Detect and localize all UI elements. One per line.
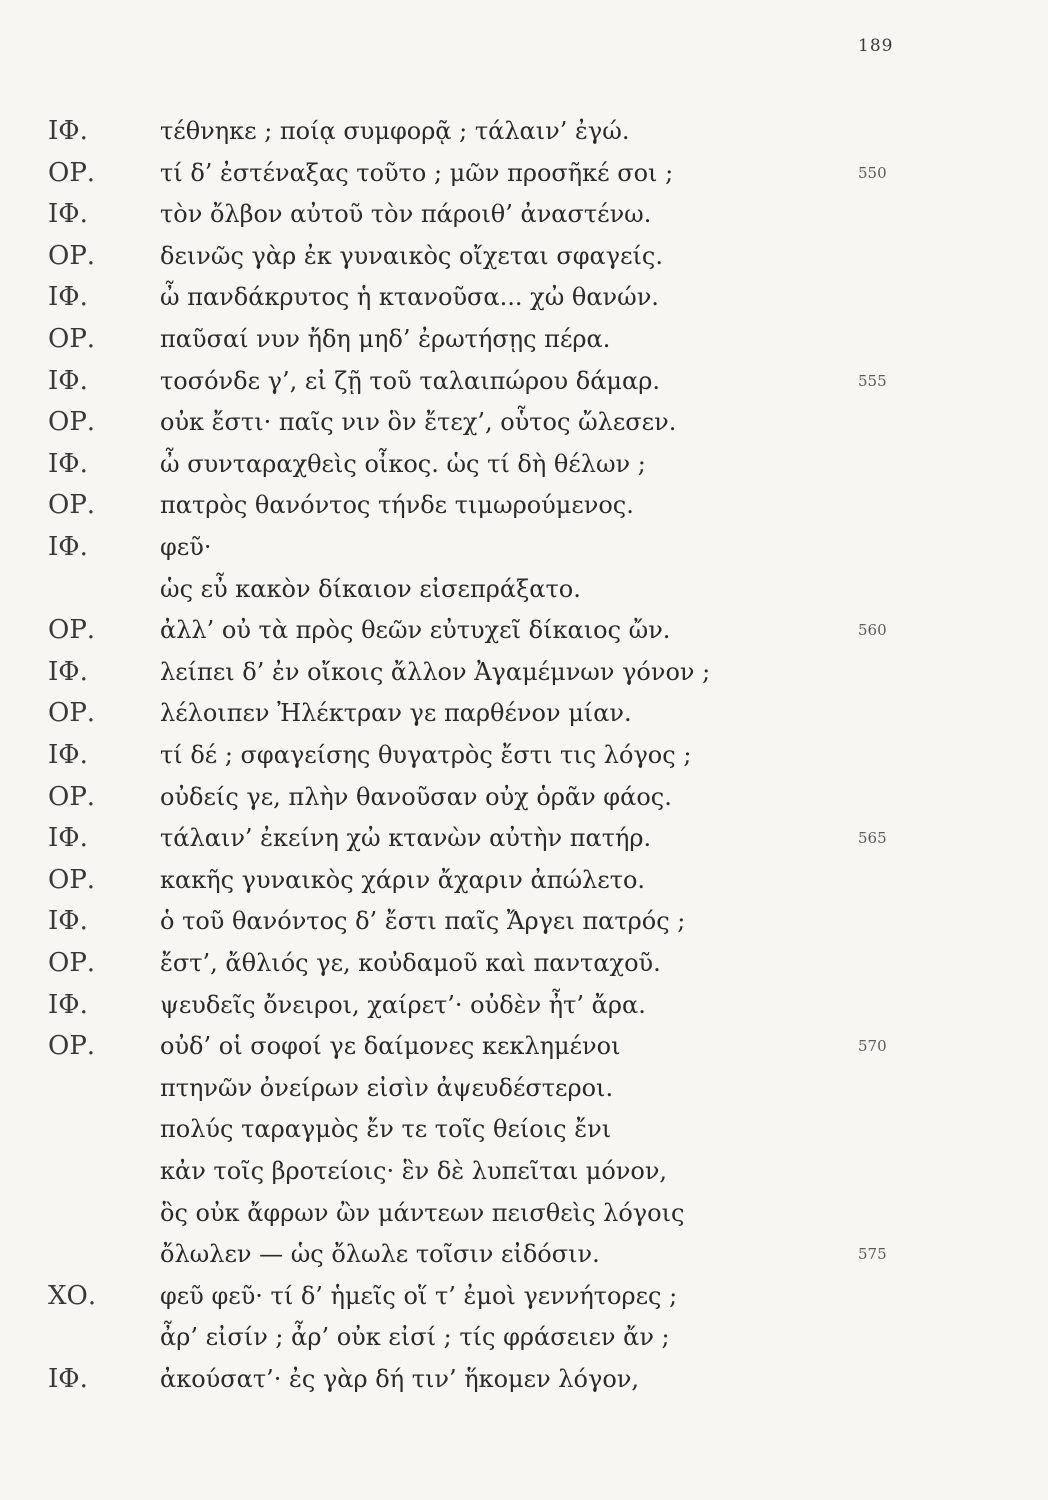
verse-line — [0, 570, 1048, 608]
speaker-label: ΟΡ. — [48, 615, 96, 646]
verse-text-line: ἀλλ’ οὐ τὰ πρὸς θεῶν εὐτυχεῖ δίκαιος ὤν. — [160, 616, 671, 645]
verse-text-line: τὸν ὄλβον αὐτοῦ τὸν πάροιθ’ ἀναστένω. — [160, 200, 652, 229]
verse-text-line: παῦσαί νυν ἤδη μηδ’ ἐρωτήσῃς πέρα. — [160, 325, 611, 353]
speaker-label: ΟΡ. — [48, 698, 96, 729]
line-number: 565 — [858, 829, 887, 848]
line-number: 550 — [858, 163, 887, 182]
speaker-label: ΟΡ. — [48, 1031, 96, 1062]
verse-line — [0, 1194, 1048, 1232]
verse-text-line: ἔστ’, ἄθλιός γε, κοὐδαμοῦ καὶ πανταχοῦ. — [160, 949, 661, 977]
speaker-label: ΙΦ. — [48, 823, 88, 854]
verse-text-line: πολύς ταραγμὸς ἔν τε τοῖς θείοις ἔνι — [160, 1115, 612, 1144]
verse-line — [0, 902, 1048, 940]
verse-text-line: κακῆς γυναικὸς χάριν ἄχαριν ἀπώλετο. — [160, 865, 646, 894]
verse-line — [0, 819, 1048, 857]
verse-line — [0, 1277, 1048, 1315]
verse-text-line: ὡς εὖ κακὸν δίκαιον εἰσεπράξατο. — [160, 574, 581, 603]
line-number: 570 — [858, 1037, 887, 1056]
verse-line — [0, 944, 1048, 982]
verse-text-line: κἀν τοῖς βροτείοις· ἓν δὲ λυπεῖται μόνον, — [160, 1157, 668, 1185]
verse-text-line: ὦ πανδάκρυτος ἡ κτανοῦσα... χὠ θανών. — [160, 283, 659, 312]
verse-text-line: ὃς οὐκ ἄφρων ὢν μάντεων πεισθεὶς λόγοις — [160, 1198, 685, 1227]
speaker-label: ΧΟ. — [48, 1280, 97, 1311]
verse-line — [0, 237, 1048, 275]
verse-line — [0, 1069, 1048, 1107]
verse-text-line: ὦ συνταραχθεὶς οἶκος. ὡς τί δὴ θέλων ; — [160, 449, 646, 478]
verse-text-line: φεῦ φεῦ· τί δ’ ἡμεῖς οἵ τ’ ἐμοὶ γεννήτορες ; — [160, 1281, 678, 1310]
verse-text-line: τέθνηκε ; ποίᾳ συμφορᾷ ; τάλαιν’ ἐγώ. — [160, 117, 630, 145]
verse-line — [0, 611, 1048, 649]
speaker-label: ΟΡ. — [48, 864, 96, 895]
verse-line — [0, 278, 1048, 316]
speaker-label: ΙΦ. — [48, 116, 88, 146]
verse-line — [0, 736, 1048, 774]
verse-line — [0, 154, 1048, 192]
speaker-label: ΙΦ. — [48, 199, 88, 230]
speaker-label: ΟΡ. — [48, 948, 96, 978]
speaker-label: ΙΦ. — [48, 740, 88, 770]
verse-line — [0, 362, 1048, 400]
line-number: 575 — [858, 1245, 887, 1264]
speaker-label: ΙΦ. — [48, 282, 88, 313]
speaker-label: ΙΦ. — [48, 989, 88, 1020]
line-number: 560 — [858, 621, 887, 640]
verse-text-line: οὐκ ἔστι· παῖς νιν ὃν ἔτεχ’, οὗτος ὤλεσεν. — [160, 408, 677, 437]
verse-line — [0, 320, 1048, 358]
speaker-label: ΙΦ. — [48, 656, 88, 687]
verse-line — [0, 986, 1048, 1024]
verse-line — [0, 1027, 1048, 1065]
verse-text-line: ὁ τοῦ θανόντος δ’ ἔστι παῖς Ἄργει πατρός ; — [160, 907, 686, 936]
speaker-label: ΟΡ. — [48, 407, 96, 438]
verse-line — [0, 1110, 1048, 1148]
verse-line — [0, 1318, 1048, 1356]
page-number: 189 — [858, 36, 894, 56]
verse-line — [0, 195, 1048, 233]
speaker-label: ΟΡ. — [48, 240, 96, 271]
speaker-label: ΟΡ. — [48, 157, 96, 188]
verse-text-line: ὄλωλεν — ὡς ὄλωλε τοῖσιν εἰδόσιν. — [160, 1240, 600, 1269]
verse-text-line: πατρὸς θανόντος τήνδε τιμωρούμενος. — [160, 491, 634, 520]
verse-text-line: ἆρ’ εἰσίν ; ἆρ’ οὐκ εἰσί ; τίς φράσειεν ἄν ; — [160, 1323, 670, 1352]
verse-line — [0, 403, 1048, 441]
verse-line — [0, 486, 1048, 524]
speaker-label: ΙΦ. — [48, 906, 88, 937]
verse-text-line: ἀκούσατ’· ἐς γὰρ δή τιν’ ἥκομεν λόγον, — [160, 1365, 639, 1393]
verse-text-line: πτηνῶν ὀνείρων εἰσὶν ἀψευδέστεροι. — [160, 1073, 614, 1102]
speaker-label: ΟΡ. — [48, 324, 96, 354]
verse-text-line: τάλαιν’ ἐκείνη χὠ κτανὼν αὐτὴν πατήρ. — [160, 824, 652, 853]
speaker-label: ΙΦ. — [48, 365, 88, 396]
verse-line — [0, 653, 1048, 691]
speaker-label: ΟΡ. — [48, 781, 96, 812]
speaker-label: ΟΡ. — [48, 490, 96, 521]
verse-text-line: λείπει δ’ ἐν οἴκοις ἄλλον Ἀγαμέμνων γόνον ; — [160, 657, 711, 686]
verse-text-line: οὐδ’ οἱ σοφοί γε δαίμονες κεκλημένοι — [160, 1032, 621, 1061]
speaker-label: ΙΦ. — [48, 1364, 88, 1394]
verse-line — [0, 694, 1048, 732]
verse-line — [0, 1360, 1048, 1398]
verse-text-line: ψευδεῖς ὄνειροι, χαίρετ’· οὐδὲν ἦτ’ ἄρα. — [160, 990, 646, 1019]
verse-text-line: λέλοιπεν Ἠλέκτραν γε παρθένον μίαν. — [160, 699, 632, 728]
speaker-label: ΙΦ. — [48, 448, 88, 479]
verse-text-line: δεινῶς γὰρ ἐκ γυναικὸς οἴχεται σφαγείς. — [160, 241, 663, 270]
verse-text-line: τί δέ ; σφαγείσης θυγατρὸς ἔστι τις λόγος ; — [160, 741, 692, 769]
verse-text-line: φεῦ· — [160, 533, 212, 561]
line-number: 555 — [858, 371, 887, 390]
verse-line — [0, 528, 1048, 566]
verse-line — [0, 1152, 1048, 1190]
verse-line — [0, 778, 1048, 816]
verse-text-line: οὐδείς γε, πλὴν θανοῦσαν οὐχ ὁρᾶν φάος. — [160, 782, 672, 811]
verse-text-line: τί δ’ ἐστέναξας τοῦτο ; μῶν προσῆκέ σοι ; — [160, 158, 674, 187]
verse-line — [0, 445, 1048, 483]
verse-line — [0, 861, 1048, 899]
speaker-label: ΙΦ. — [48, 532, 88, 562]
verse-line — [0, 112, 1048, 150]
verse-line — [0, 1235, 1048, 1273]
verse-text-line: τοσόνδε γ’, εἰ ζῇ τοῦ ταλαιπώρου δάμαρ. — [160, 366, 660, 395]
